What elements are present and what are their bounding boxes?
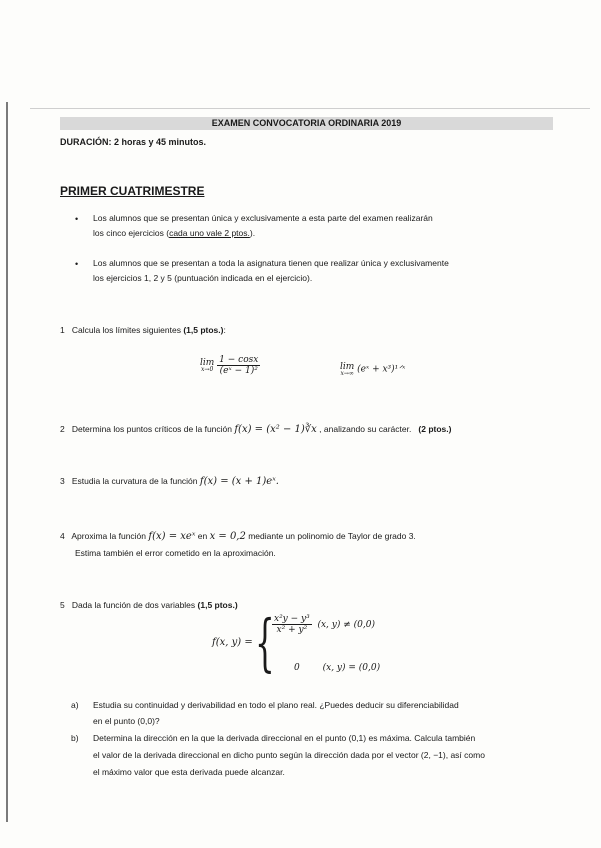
- ex3-text: Estudia la curvatura de la función: [71, 476, 200, 486]
- part-b-line1: Determina la dirección en la que la derivada direccional en el punto (0,1) es máxima. Calcula también: [93, 733, 476, 743]
- bullet-1: [93, 211, 533, 241]
- ex4-math1: f(x) = xeˣ: [148, 531, 196, 542]
- case2-value: 0: [294, 663, 300, 673]
- bullet-1-line2b: ).: [249, 228, 256, 238]
- ex2-text: Determina los puntos críticos de la función: [71, 424, 235, 434]
- exercise-2: [60, 424, 451, 435]
- ex2-math: f(x) = (x² − 1)∛x: [234, 424, 317, 435]
- case1-condition: (x, y) ≠ (0,0): [317, 620, 375, 630]
- duration-text: DURACIÓN: 2 horas y 45 minutos.: [60, 137, 207, 147]
- ex1-points: (1,5 ptos.): [183, 325, 224, 335]
- ex2-number: 2: [60, 424, 65, 434]
- case1: [272, 614, 375, 635]
- case2: [294, 663, 380, 673]
- ex5-number: 5: [60, 600, 65, 610]
- ex1-text: Calcula los límites siguientes: [71, 325, 184, 335]
- exercise-5: [60, 600, 238, 610]
- piecewise-f-label: f(x, y) =: [212, 637, 253, 648]
- lim2-expression: (eˣ + x³)¹ᐟˣ: [357, 364, 406, 375]
- bullet-1-line2a: los cinco ejercicios (: [93, 228, 170, 238]
- part-b-line3: el máximo valor que esta derivada puede alcanzar.: [93, 767, 285, 777]
- part-a-label: a): [71, 700, 79, 710]
- section-title: PRIMER CUATRIMESTRE: [60, 184, 205, 198]
- limit-1: [200, 355, 260, 376]
- lim1-denominator: (eˣ − 1)²: [219, 366, 258, 376]
- ex4-text-c: mediante un polinomio de Taylor de grado 3.: [245, 531, 416, 541]
- ex5-text: Dada la función de dos variables: [71, 600, 198, 610]
- ex3-math: f(x) = (x + 1)eˣ.: [199, 476, 279, 487]
- exercise-3: [60, 476, 279, 487]
- exercise-4: [60, 531, 416, 542]
- bullet-2-line2: los ejercicios 1, 2 y 5 (puntuación indicada en el ejercicio).: [93, 273, 313, 283]
- part-a-line2: en el punto (0,0)?: [93, 716, 160, 726]
- bullet-2-line1: Los alumnos que se presentan a toda la asignatura tienen que realizar única y exclusivamente: [93, 258, 449, 268]
- lim1-sub: x→0: [201, 366, 214, 373]
- ex4-text-a: Aproxima la función: [71, 531, 149, 541]
- ex4-math2: x = 0,2: [209, 531, 246, 542]
- bullet-dot: •: [75, 214, 79, 224]
- bullet-dot: •: [75, 259, 79, 269]
- scan-edge: [6, 102, 8, 822]
- ex3-number: 3: [60, 476, 65, 486]
- case1-numerator: x²y − y³: [274, 614, 310, 624]
- lim2-label: lim: [340, 362, 355, 372]
- ex1-tail: :: [223, 325, 226, 335]
- exam-banner: EXAMEN CONVOCATORIA ORDINARIA 2019: [60, 117, 553, 130]
- ex4-line2: Estima también el error cometido en la aproximación.: [75, 548, 276, 558]
- case1-denominator: x² + y²: [276, 625, 308, 635]
- exercise-1: [60, 325, 226, 335]
- limit-2: [340, 362, 405, 377]
- part-b-line2: el valor de la derivada direccional en dicho punto según la dirección dada por el vector (2, −1), así como: [93, 750, 485, 760]
- ex4-number: 4: [60, 531, 65, 541]
- case2-condition: (x, y) = (0,0): [322, 663, 381, 673]
- bullet-1-underlined: cada uno vale 2 ptos.: [169, 228, 250, 238]
- lim1-numerator: 1 − cosx: [219, 355, 259, 365]
- lim1-label: lim: [200, 358, 215, 368]
- ex2-points: (2 ptos.): [418, 424, 452, 434]
- ex5-points: (1,5 ptos.): [197, 600, 238, 610]
- ex2-tail: , analizando su carácter.: [316, 424, 412, 434]
- piecewise-brace: {: [255, 606, 275, 679]
- ex4-text-b: en: [195, 531, 210, 541]
- part-a-line1: Estudia su continuidad y derivabilidad en todo el plano real. ¿Puedes deducir su diferenciabilidad: [93, 700, 459, 710]
- ex1-number: 1: [60, 325, 65, 335]
- part-b-label: b): [71, 733, 79, 743]
- lim2-sub: x→∞: [340, 370, 354, 377]
- bullet-2: [93, 256, 533, 286]
- bullet-1-line1: Los alumnos que se presentan única y exclusivamente a esta parte del examen realizarán: [93, 213, 433, 223]
- page-edge: [30, 108, 590, 109]
